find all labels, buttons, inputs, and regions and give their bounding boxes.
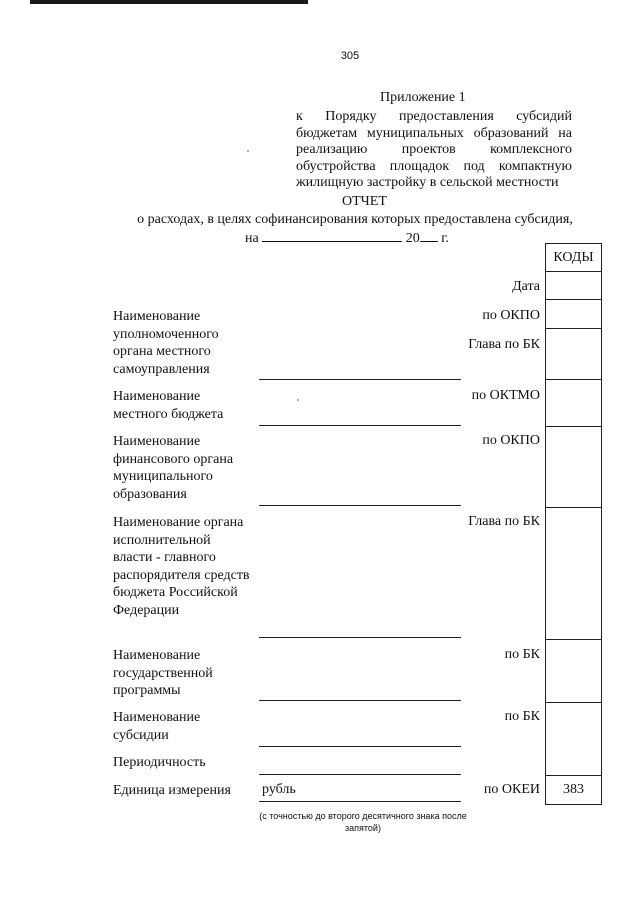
date-year: 20 [405,231,420,246]
code-cell-bk-4[interactable] [545,702,602,776]
code-cell-date[interactable] [545,271,602,300]
date-prefix: на [245,231,259,246]
code-label-bk-3: по БК [504,647,540,662]
appendix-title: Приложение 1 [380,90,466,105]
code-cell-bk-3[interactable] [545,639,602,703]
codes-column [545,243,602,804]
code-label-okpo-2: по ОКПО [482,433,540,448]
report-date-line [245,228,449,247]
date-blank[interactable] [262,228,402,242]
footnote: (с точностью до второго десятичного знака после запятой) [259,811,467,833]
field-label-program: Наименование государственной программы [113,648,213,698]
code-label-bk-4: по БК [504,709,540,724]
code-cell-okei[interactable]: 383 [545,775,602,805]
appendix-description: к Порядку предоставления субсидий бюджетам муниципальных образований на реализацию проектов комплексного обустройства площадок под компактную жилищную застройку в сельской местности [296,109,572,190]
scan-speck [247,150,249,152]
field-line-program[interactable] [259,700,461,701]
top-edge-line [30,0,308,4]
field-line-unit[interactable] [259,801,461,802]
code-cell-okpo-1[interactable] [545,299,602,329]
field-line-subsidy[interactable] [259,746,461,747]
code-label-okei: по ОКЕИ [483,782,540,797]
field-label-budget: Наименование местного бюджета [113,389,224,422]
code-cell-okpo-2[interactable] [545,426,602,508]
code-label-date: Дата [512,279,540,294]
code-label-bk-1: Глава по БК [468,337,540,352]
scan-speck [297,399,299,401]
field-label-authority: Наименование уполномоченного органа местного самоуправления [113,309,219,377]
codes-header: КОДЫ [545,243,602,272]
code-cell-bk-1[interactable] [545,328,602,380]
field-line-periodicity[interactable] [259,774,461,775]
code-label-okpo-1: по ОКПО [482,308,540,323]
field-label-periodicity: Периодичность [113,755,206,770]
field-label-financial-body: Наименование финансового органа муниципального образования [113,434,234,502]
field-line-budget[interactable] [259,425,461,426]
field-line-financial-body[interactable] [259,505,461,506]
code-cell-oktmo[interactable] [545,379,602,427]
code-cell-bk-2[interactable] [545,507,602,640]
unit-value: рубль [262,782,296,797]
report-title: ОТЧЕТ [342,194,387,209]
field-line-authority[interactable] [259,379,461,380]
year-blank[interactable] [420,228,438,242]
field-label-executive-body: Наименование органа исполнительной власти - главного распорядителя средств бюджета Российской Федерации [113,515,250,618]
report-subtitle: о расходах, в целях софинансирования которых предоставлена субсидия, [137,212,573,227]
code-label-bk-2: Глава по БК [468,514,540,529]
date-suffix: г. [441,231,449,246]
page-number: 305 [340,50,360,62]
code-label-oktmo: по ОКТМО [471,388,540,403]
field-label-unit: Единица измерения [113,783,231,798]
field-label-subsidy: Наименование субсидии [113,710,201,743]
field-line-executive-body[interactable] [259,637,461,638]
